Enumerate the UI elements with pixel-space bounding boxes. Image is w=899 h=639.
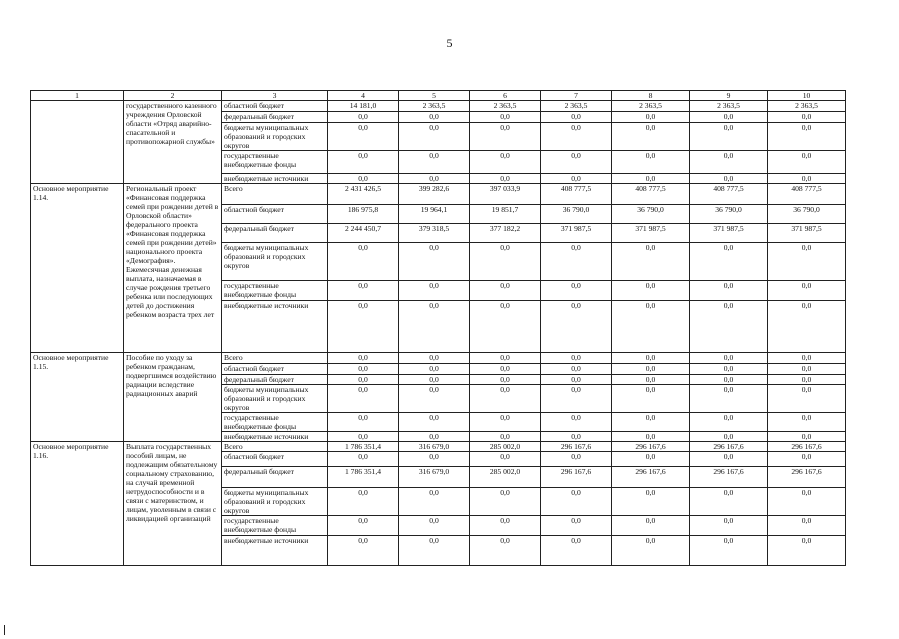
amount-cell: 36 790,0 <box>690 205 768 224</box>
amount-cell: 0,0 <box>470 281 541 301</box>
amount-cell: 0,0 <box>690 112 768 123</box>
amount-cell: 0,0 <box>328 432 399 442</box>
activity-name-cell: Пособие по уходу за ребенком гражданам, подвергшимся воздействию радиации вследствие радиационных аварий <box>124 353 222 442</box>
funding-source-cell: внебюджетные источники <box>222 174 328 184</box>
funding-source-cell: государственные внебюджетные фонды <box>222 281 328 301</box>
header-cell: 9 <box>690 91 768 101</box>
amount-cell: 296 167,6 <box>690 442 768 452</box>
amount-cell: 2 363,5 <box>612 101 690 112</box>
amount-cell: 0,0 <box>690 243 768 281</box>
amount-cell: 0,0 <box>541 151 612 174</box>
amount-cell: 0,0 <box>690 174 768 184</box>
activity-name-cell: Региональный проект «Финансовая поддержка семей при рождении детей в Орловской области» федерального проекта «Финансовая поддержка семей при рождении детей» национального проекта «Демография». Ежемесячная денежная выплата, назначаемая в случае рождения третьего ребенка или последующих детей до достижения ребенком возраста трех лет <box>124 184 222 353</box>
amount-cell: 0,0 <box>690 353 768 364</box>
amount-cell: 0,0 <box>541 112 612 123</box>
header-cell: 8 <box>612 91 690 101</box>
amount-cell: 14 181,0 <box>328 101 399 112</box>
amount-cell: 36 790,0 <box>768 205 846 224</box>
funding-source-cell: Всего <box>222 442 328 452</box>
amount-cell: 0,0 <box>470 432 541 442</box>
amount-cell: 316 679,0 <box>399 442 470 452</box>
amount-cell: 0,0 <box>612 281 690 301</box>
amount-cell: 371 987,5 <box>768 224 846 243</box>
amount-cell: 0,0 <box>399 516 470 536</box>
amount-cell: 1 786 351,4 <box>328 442 399 452</box>
amount-cell: 0,0 <box>612 174 690 184</box>
table-row <box>31 442 846 452</box>
amount-cell: 0,0 <box>541 375 612 385</box>
amount-cell: 0,0 <box>768 123 846 151</box>
header-cell: 5 <box>399 91 470 101</box>
amount-cell: 296 167,6 <box>612 442 690 452</box>
amount-cell: 0,0 <box>470 375 541 385</box>
amount-cell: 0,0 <box>768 375 846 385</box>
header-cell: 6 <box>470 91 541 101</box>
amount-cell: 408 777,5 <box>768 184 846 205</box>
amount-cell: 0,0 <box>470 243 541 281</box>
amount-cell: 0,0 <box>768 353 846 364</box>
amount-cell: 0,0 <box>470 488 541 516</box>
funding-source-cell: бюджеты муниципальных образований и городских округов <box>222 243 328 281</box>
amount-cell: 0,0 <box>690 385 768 413</box>
amount-cell: 0,0 <box>690 516 768 536</box>
amount-cell: 0,0 <box>612 112 690 123</box>
amount-cell: 296 167,6 <box>690 467 768 488</box>
amount-cell: 0,0 <box>768 536 846 566</box>
amount-cell: 371 987,5 <box>541 224 612 243</box>
amount-cell: 0,0 <box>399 281 470 301</box>
amount-cell: 0,0 <box>470 123 541 151</box>
amount-cell: 0,0 <box>541 301 612 353</box>
funding-source-cell: федеральный бюджет <box>222 375 328 385</box>
amount-cell: 0,0 <box>690 151 768 174</box>
amount-cell: 2 363,5 <box>690 101 768 112</box>
amount-cell: 0,0 <box>470 151 541 174</box>
amount-cell: 0,0 <box>768 488 846 516</box>
funding-source-cell: федеральный бюджет <box>222 112 328 123</box>
amount-cell: 0,0 <box>690 123 768 151</box>
budget-table-body <box>31 91 846 566</box>
header-cell: 7 <box>541 91 612 101</box>
amount-cell: 0,0 <box>328 375 399 385</box>
amount-cell: 0,0 <box>768 452 846 467</box>
header-cell: 10 <box>768 91 846 101</box>
amount-cell: 0,0 <box>690 375 768 385</box>
amount-cell: 0,0 <box>470 301 541 353</box>
amount-cell: 0,0 <box>470 413 541 432</box>
amount-cell: 0,0 <box>328 353 399 364</box>
amount-cell: 296 167,6 <box>768 467 846 488</box>
amount-cell: 0,0 <box>470 452 541 467</box>
amount-cell: 0,0 <box>399 112 470 123</box>
funding-source-cell: федеральный бюджет <box>222 224 328 243</box>
amount-cell: 0,0 <box>612 301 690 353</box>
amount-cell: 0,0 <box>541 353 612 364</box>
amount-cell: 0,0 <box>399 375 470 385</box>
amount-cell: 0,0 <box>328 174 399 184</box>
amount-cell: 0,0 <box>399 301 470 353</box>
activity-name-cell: Выплата государственных пособий лицам, не подлежащим обязательному социальному страхованию, на случай временной нетрудоспособности и в связи с материнством, и лицам, уволенным в связи с ликвидацией организаций <box>124 442 222 566</box>
amount-cell: 0,0 <box>541 452 612 467</box>
funding-source-cell: Всего <box>222 184 328 205</box>
table-row <box>31 353 846 364</box>
amount-cell: 1 786 351,4 <box>328 467 399 488</box>
amount-cell: 408 777,5 <box>612 184 690 205</box>
funding-source-cell: внебюджетные источники <box>222 301 328 353</box>
amount-cell: 285 002,0 <box>470 442 541 452</box>
amount-cell: 0,0 <box>768 281 846 301</box>
amount-cell: 0,0 <box>612 413 690 432</box>
table-row <box>31 184 846 205</box>
funding-source-cell: областной бюджет <box>222 364 328 375</box>
amount-cell: 0,0 <box>470 353 541 364</box>
amount-cell: 2 431 426,5 <box>328 184 399 205</box>
amount-cell: 0,0 <box>399 385 470 413</box>
amount-cell: 0,0 <box>612 364 690 375</box>
amount-cell: 296 167,6 <box>612 467 690 488</box>
amount-cell: 379 318,5 <box>399 224 470 243</box>
funding-source-cell: федеральный бюджет <box>222 467 328 488</box>
amount-cell: 0,0 <box>541 536 612 566</box>
amount-cell: 0,0 <box>768 301 846 353</box>
amount-cell: 397 033,9 <box>470 184 541 205</box>
amount-cell: 0,0 <box>541 281 612 301</box>
page-number: 5 <box>446 36 453 50</box>
amount-cell: 0,0 <box>768 432 846 442</box>
amount-cell: 0,0 <box>768 112 846 123</box>
amount-cell: 2 244 450,7 <box>328 224 399 243</box>
amount-cell: 0,0 <box>541 243 612 281</box>
amount-cell: 0,0 <box>328 488 399 516</box>
amount-cell: 0,0 <box>328 243 399 281</box>
header-cell: 1 <box>31 91 124 101</box>
amount-cell: 371 987,5 <box>690 224 768 243</box>
amount-cell: 0,0 <box>470 112 541 123</box>
amount-cell: 0,0 <box>541 432 612 442</box>
amount-cell: 0,0 <box>612 243 690 281</box>
amount-cell: 296 167,6 <box>541 442 612 452</box>
amount-cell: 0,0 <box>470 536 541 566</box>
amount-cell: 0,0 <box>612 123 690 151</box>
amount-cell: 0,0 <box>612 536 690 566</box>
amount-cell: 0,0 <box>399 174 470 184</box>
amount-cell: 296 167,6 <box>541 467 612 488</box>
amount-cell: 371 987,5 <box>612 224 690 243</box>
amount-cell: 0,0 <box>768 516 846 536</box>
amount-cell: 0,0 <box>541 488 612 516</box>
funding-source-cell: внебюджетные источники <box>222 536 328 566</box>
amount-cell: 0,0 <box>541 174 612 184</box>
amount-cell: 0,0 <box>328 123 399 151</box>
amount-cell: 36 790,0 <box>541 205 612 224</box>
header-cell: 3 <box>222 91 328 101</box>
amount-cell: 0,0 <box>399 413 470 432</box>
amount-cell: 0,0 <box>690 432 768 442</box>
amount-cell: 0,0 <box>470 174 541 184</box>
header-cell: 2 <box>124 91 222 101</box>
amount-cell: 408 777,5 <box>541 184 612 205</box>
amount-cell: 0,0 <box>612 151 690 174</box>
amount-cell: 0,0 <box>328 301 399 353</box>
amount-cell: 0,0 <box>470 385 541 413</box>
amount-cell: 0,0 <box>328 151 399 174</box>
amount-cell: 0,0 <box>768 243 846 281</box>
amount-cell: 0,0 <box>399 353 470 364</box>
amount-cell: 408 777,5 <box>690 184 768 205</box>
amount-cell: 0,0 <box>690 536 768 566</box>
amount-cell: 19 964,1 <box>399 205 470 224</box>
funding-source-cell: бюджеты муниципальных образований и городских округов <box>222 385 328 413</box>
amount-cell: 0,0 <box>399 243 470 281</box>
funding-source-cell: внебюджетные источники <box>222 432 328 442</box>
amount-cell: 0,0 <box>690 452 768 467</box>
amount-cell: 0,0 <box>399 432 470 442</box>
amount-cell: 2 363,5 <box>768 101 846 112</box>
amount-cell: 0,0 <box>612 452 690 467</box>
amount-cell: 0,0 <box>690 364 768 375</box>
header-cell: 4 <box>328 91 399 101</box>
activity-name-cell: государственного казенного учреждения Орловской области «Отряд аварийно-спасательной и противопожарной службы» <box>124 101 222 184</box>
activity-code-cell: Основное мероприятие 1.16. <box>31 442 124 566</box>
amount-cell: 0,0 <box>690 301 768 353</box>
amount-cell: 0,0 <box>768 151 846 174</box>
header-row <box>31 91 846 101</box>
amount-cell: 0,0 <box>328 516 399 536</box>
amount-cell: 0,0 <box>612 432 690 442</box>
budget-table <box>30 90 846 566</box>
funding-source-cell: Всего <box>222 353 328 364</box>
amount-cell: 0,0 <box>768 385 846 413</box>
amount-cell: 0,0 <box>690 281 768 301</box>
amount-cell: 0,0 <box>612 488 690 516</box>
amount-cell: 19 851,7 <box>470 205 541 224</box>
amount-cell: 0,0 <box>399 488 470 516</box>
funding-source-cell: государственные внебюджетные фонды <box>222 516 328 536</box>
amount-cell: 0,0 <box>768 364 846 375</box>
amount-cell: 2 363,5 <box>470 101 541 112</box>
amount-cell: 0,0 <box>541 385 612 413</box>
funding-source-cell: государственные внебюджетные фонды <box>222 151 328 174</box>
amount-cell: 0,0 <box>328 452 399 467</box>
funding-source-cell: областной бюджет <box>222 452 328 467</box>
amount-cell: 0,0 <box>470 364 541 375</box>
table-row <box>31 101 846 112</box>
amount-cell: 0,0 <box>690 413 768 432</box>
amount-cell: 0,0 <box>328 364 399 375</box>
amount-cell: 0,0 <box>470 516 541 536</box>
amount-cell: 0,0 <box>328 413 399 432</box>
amount-cell: 2 363,5 <box>399 101 470 112</box>
amount-cell: 0,0 <box>328 112 399 123</box>
amount-cell: 0,0 <box>541 123 612 151</box>
amount-cell: 0,0 <box>399 452 470 467</box>
amount-cell: 285 002,0 <box>470 467 541 488</box>
amount-cell: 0,0 <box>399 123 470 151</box>
amount-cell: 0,0 <box>768 413 846 432</box>
scan-edge-mark <box>4 625 5 635</box>
amount-cell: 316 679,0 <box>399 467 470 488</box>
amount-cell: 0,0 <box>612 516 690 536</box>
amount-cell: 186 975,8 <box>328 205 399 224</box>
amount-cell: 0,0 <box>690 488 768 516</box>
amount-cell: 0,0 <box>399 364 470 375</box>
amount-cell: 0,0 <box>612 375 690 385</box>
amount-cell: 0,0 <box>612 353 690 364</box>
activity-code-cell: Основное мероприятие 1.15. <box>31 353 124 442</box>
amount-cell: 2 363,5 <box>541 101 612 112</box>
funding-source-cell: областной бюджет <box>222 101 328 112</box>
amount-cell: 0,0 <box>541 364 612 375</box>
amount-cell: 0,0 <box>768 174 846 184</box>
amount-cell: 0,0 <box>399 151 470 174</box>
amount-cell: 0,0 <box>399 536 470 566</box>
amount-cell: 0,0 <box>541 413 612 432</box>
funding-source-cell: государственные внебюджетные фонды <box>222 413 328 432</box>
amount-cell: 0,0 <box>328 281 399 301</box>
funding-source-cell: бюджеты муниципальных образований и городских округов <box>222 123 328 151</box>
activity-code-cell: Основное мероприятие 1.14. <box>31 184 124 353</box>
amount-cell: 399 282,6 <box>399 184 470 205</box>
amount-cell: 0,0 <box>541 516 612 536</box>
amount-cell: 0,0 <box>612 385 690 413</box>
funding-source-cell: областной бюджет <box>222 205 328 224</box>
amount-cell: 377 182,2 <box>470 224 541 243</box>
activity-code-cell <box>31 101 124 184</box>
amount-cell: 36 790,0 <box>612 205 690 224</box>
amount-cell: 0,0 <box>328 536 399 566</box>
funding-source-cell: бюджеты муниципальных образований и городских округов <box>222 488 328 516</box>
amount-cell: 0,0 <box>328 385 399 413</box>
amount-cell: 296 167,6 <box>768 442 846 452</box>
